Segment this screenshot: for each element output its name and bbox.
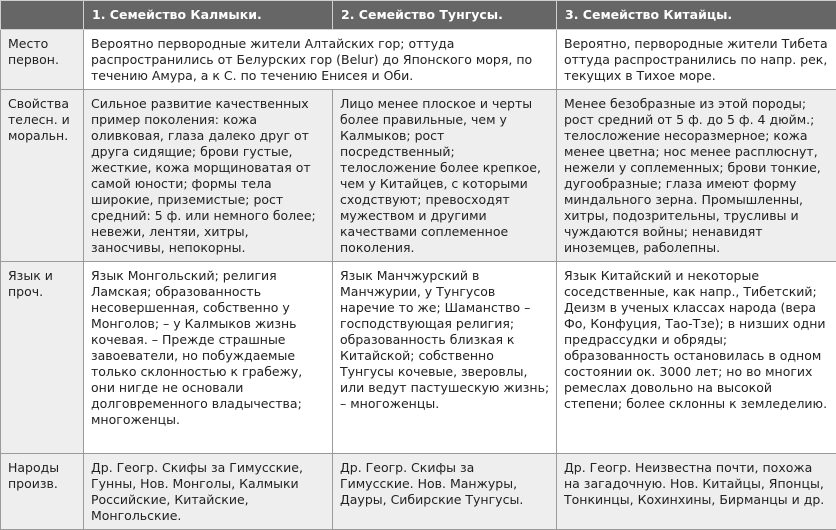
header-row [1,1,836,30]
table-row [1,90,836,262]
row-label-language: Язык и проч. [1,262,84,454]
table-cell: Др. Геогр. Неизвестна почти, похожа на загадочную. Нов. Китайцы, Японцы, Тонкинцы, Кохинхины, Бирманцы и др. [557,454,836,530]
table-cell: Др. Геогр. Скифы за Гимусские, Гунны, Нов. Монголы, Калмыки Российские, Китайские, Монгольские. [84,454,333,530]
header-family-tungusy: 2. Семейство Тунгусы. [333,1,557,30]
row-label-properties: Свойства телесн. и моральн. [1,90,84,262]
table-cell: Вероятно, первородные жители Тибета оттуда распространились по напр. рек, текущих в Тихое море. [557,30,836,90]
table-cell: Менее безобразные из этой породы; рост средний от 5 ф. до 5 ф. 4 дюйм.; телосложение несоразмерное; кожа менее цветна; нос менее расплюснут, нежели у соплеменных; брови тонкие, дугообразные; глаза имеют форму миндального зерна. Промышленны, хитры, подозрительны, трусливы и чуждаются войны; ненавидят иноземцев, раболепны. [557,90,836,262]
table-cell: Язык Манчжурский в Манчжурии, у Тунгусов наречие то же; Шаманство – господствующая религия; образованность близкая к Китайской; собственно Тунгусы кочевые, зверовлы, или ведут пастушескую жизнь; – многоженцы. [333,262,557,454]
table-cell: Вероятно первородные жители Алтайских гор; оттуда распространились от Белурских гор (Belur) до Японского моря, по течению Амура, а к С. по течению Енисея и Оби. [84,30,557,90]
header-family-kitaitsy: 3. Семейство Китайцы. [557,1,836,30]
row-label-origin: Место первон. [1,30,84,90]
table-cell: Др. Геогр. Скифы за Гимусские. Нов. Манжуры, Дауры, Сибирские Тунгусы. [333,454,557,530]
row-label-peoples: Народы произв. [1,454,84,530]
table-row [1,262,836,454]
table-cell: Лицо менее плоское и черты более правильные, чем у Калмыков; рост посредственный; телосложение более крепкое, чем у Китайцев, с которыми сходствуют; превосходят мужеством и другими качествами соплеменное поколения. [333,90,557,262]
table-row [1,30,836,90]
table-cell: Язык Монгольский; религия Ламская; образованность несовершенная, собственно у Монголов; – у Калмыков жизнь кочевая. – Прежде страшные завоеватели, но побуждаемые только склонностью к грабежу, они нигде не основали долговременного владычества; многоженцы. [84,262,333,454]
table-row [1,454,836,530]
table-cell: Язык Китайский и некоторые соседственные, как напр., Тибетский; Деизм в ученых классах народа (вера Фо, Конфуция, Тао-Тзе); в низших одни предрассудки и обряды; образованность остановилась в одном состоянии ок. 3000 лет; но во многих ремеслах довольно на высокой степени; более склонны к земледелию. [557,262,836,454]
header-corner [1,1,84,30]
table-cell: Сильное развитие качественных пример поколения: кожа оливковая, глаза далеко друг от друга сидящие; брови густые, жесткие, кожа морщиноватая от самой юности; формы тела широкие, приземистые; рост средний: 5 ф. или немного более; невежи, лентяи, хитры, заносчивы, непокорны. [84,90,333,262]
header-family-kalmyki: 1. Семейство Калмыки. [84,1,333,30]
